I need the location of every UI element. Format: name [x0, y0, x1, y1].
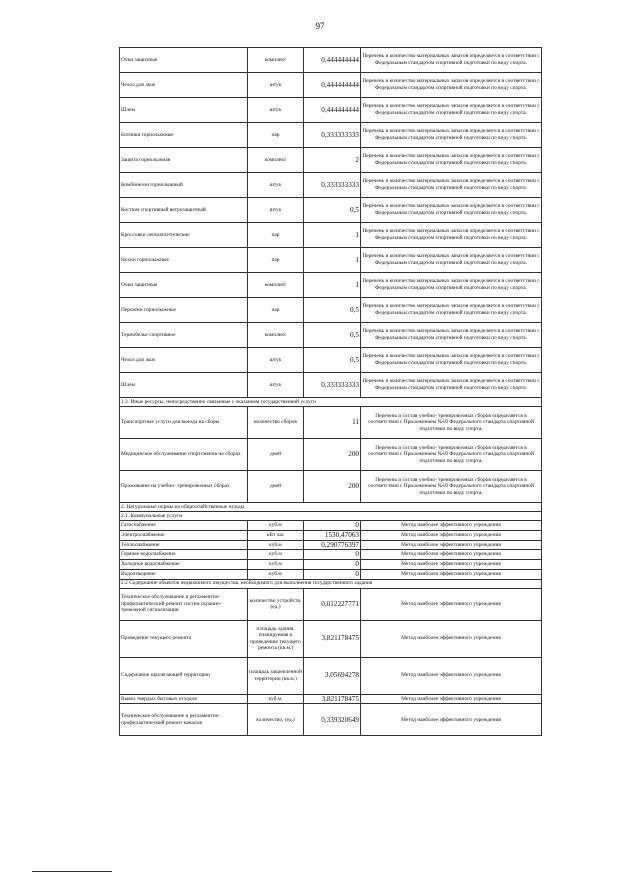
item-qty: 0,444444444 — [304, 48, 361, 73]
item-name: Содержание прилегающей территории — [120, 657, 248, 694]
item-basis: Перечень и количество материальных запасов определяется в соответствии с Федеральным стандартом спортивной подготовки по виду спорта. — [361, 98, 542, 123]
table-row — [120, 298, 542, 323]
item-name: Проведение текущего ремонта — [120, 620, 248, 657]
item-qty: 1 — [304, 223, 361, 248]
item-qty: 0 — [304, 521, 361, 531]
item-qty: 0 — [304, 550, 361, 560]
item-qty: 0,333333333 — [304, 173, 361, 198]
item-name: Костюм спортивный ветрозащитный — [120, 198, 248, 223]
item-name: Перчатки горнолыжные — [120, 298, 248, 323]
item-qty: 0,5 — [304, 198, 361, 223]
item-unit: площадь закрепленной территории (кв.м.) — [248, 657, 304, 694]
item-unit: пар — [248, 298, 304, 323]
item-basis: Перечень и состав учебно- тренировочных сборов определяется в соответствии с Приложением №10 Федерального стандарта спортивной подготовки по виду спорта. — [361, 471, 542, 503]
table-row — [120, 73, 542, 98]
item-basis: Перечень и количество материальных запасов определяется в соответствии с Федеральным стандартом спортивной подготовки по виду спорта. — [361, 198, 542, 223]
item-unit: куб.м — [248, 540, 304, 550]
table-row — [120, 273, 542, 298]
item-unit: дней — [248, 471, 304, 503]
item-name: Вывоз твердых бытовых отходов — [120, 694, 248, 704]
item-name: Шлем — [120, 98, 248, 123]
item-qty: 0 — [304, 569, 361, 579]
item-qty: 3,05694278 — [304, 657, 361, 694]
item-qty: 200 — [304, 439, 361, 471]
item-unit: площадь здания, планируемая к проведению текущего ремонта (кв.м.) — [248, 620, 304, 657]
norms-table — [119, 47, 542, 736]
item-basis: Метод наиболее эффективного учреждения — [361, 569, 542, 579]
item-unit: куб.м — [248, 521, 304, 531]
item-qty: 0,333333333 — [304, 373, 361, 398]
item-basis: Метод наиболее эффективного учреждения — [361, 521, 542, 531]
item-basis: Метод наиболее эффективного учреждения — [361, 704, 542, 736]
footnote-rule — [32, 871, 112, 872]
item-basis: Перечень и количество материальных запасов определяется в соответствии с Федеральным стандартом спортивной подготовки по виду спорта. — [361, 223, 542, 248]
item-qty: 0,5 — [304, 298, 361, 323]
item-basis: Перечень и количество материальных запасов определяется в соответствии с Федеральным стандартом спортивной подготовки по виду спорта. — [361, 323, 542, 348]
table-row — [120, 98, 542, 123]
item-basis: Перечень и количество материальных запасов определяется в соответствии с Федеральным стандартом спортивной подготовки по виду спорта. — [361, 123, 542, 148]
table-row — [120, 694, 542, 704]
item-unit: дней — [248, 439, 304, 471]
item-qty: 2 — [304, 148, 361, 173]
item-basis: Перечень и количество материальных запасов определяется в соответствии с Федеральным стандартом спортивной подготовки по виду спорта. — [361, 148, 542, 173]
item-unit: кВт час — [248, 530, 304, 540]
item-basis: Перечень и количество материальных запасов определяется в соответствии с Федеральным стандартом спортивной подготовки по виду спорта. — [361, 348, 542, 373]
item-qty: 0,339320649 — [304, 704, 361, 736]
section-heading: 1.3. Иные ресурсы, непосредственно связанные с оказанием государственной услуги — [120, 398, 542, 407]
item-name: Очки защитные — [120, 48, 248, 73]
item-basis: Метод наиболее эффективного учреждения — [361, 550, 542, 560]
table-row — [120, 620, 542, 657]
item-basis: Перечень и количество материальных запасов определяется в соответствии с Федеральным стандартом спортивной подготовки по виду спорта. — [361, 273, 542, 298]
item-name: Горячее водоснабжение — [120, 550, 248, 560]
item-unit: комплект — [248, 48, 304, 73]
table-row — [120, 148, 542, 173]
item-basis: Метод наиболее эффективного учреждения — [361, 540, 542, 550]
item-name: Ботинки горнолыжные — [120, 123, 248, 148]
section-row — [120, 503, 542, 512]
item-basis: Перечень и количество материальных запасов определяется в соответствии с Федеральным стандартом спортивной подготовки по виду спорта. — [361, 373, 542, 398]
table-row — [120, 223, 542, 248]
item-basis: Метод наиболее эффективного учреждения — [361, 560, 542, 570]
item-qty: 200 — [304, 471, 361, 503]
item-unit: куб.м — [248, 569, 304, 579]
item-name: Защита горнолыжная — [120, 148, 248, 173]
item-qty: 0,012227771 — [304, 588, 361, 620]
item-unit: куб.м — [248, 560, 304, 570]
item-name: Носки горнолыжные — [120, 248, 248, 273]
item-qty: 3,821178475 — [304, 694, 361, 704]
item-name: Медицинское обслуживание спортсменов на сборах — [120, 439, 248, 471]
item-name: Комбинезон горнолыжный — [120, 173, 248, 198]
item-unit: пар — [248, 248, 304, 273]
table-row — [120, 569, 542, 579]
table-row — [120, 248, 542, 273]
item-basis: Перечень и количество материальных запасов определяется в соответствии с Федеральным стандартом спортивной подготовки по виду спорта. — [361, 48, 542, 73]
item-unit: штук — [248, 73, 304, 98]
item-name: Чехол для лыж — [120, 348, 248, 373]
item-basis: Перечень и количество материальных запасов определяется в соответствии с Федеральным стандартом спортивной подготовки по виду спорта. — [361, 298, 542, 323]
item-name: Техническое обслуживание и регламентно- профилактический ремонт систем охранно- тревожной сигнализации — [120, 588, 248, 620]
section-row — [120, 398, 542, 407]
item-basis: Метод наиболее эффективного учреждения — [361, 694, 542, 704]
table-row — [120, 48, 542, 73]
section-row — [120, 579, 542, 588]
item-name: Холодное водоснабжение — [120, 560, 248, 570]
item-qty: 0,5 — [304, 323, 361, 348]
item-unit: комплект — [248, 148, 304, 173]
item-unit: пар — [248, 123, 304, 148]
table-row — [120, 407, 542, 439]
item-name: Газоснабжение — [120, 521, 248, 531]
item-name: Транспортные услуги для выезда на сборы — [120, 407, 248, 439]
table-row — [120, 704, 542, 736]
item-name: Кроссовки легкоатлетические — [120, 223, 248, 248]
item-basis: Перечень и состав учебно- тренировочных сборов определяется в соответствии с Приложением №10 Федерального стандарта спортивной подготовки по виду спорта. — [361, 407, 542, 439]
item-basis: Метод наиболее эффективного учреждения — [361, 588, 542, 620]
item-unit: количество, (ед.) — [248, 704, 304, 736]
section-heading: 2.2 Содержание объектов недвижимого имущества, необходимого для выполнения государственного задания — [120, 579, 542, 588]
item-basis: Метод наиболее эффективного учреждения — [361, 620, 542, 657]
item-unit: штук — [248, 373, 304, 398]
item-qty: 0,333333333 — [304, 123, 361, 148]
item-unit: куб.м. — [248, 694, 304, 704]
item-name: Очки защитные — [120, 273, 248, 298]
item-basis: Метод наиболее эффективного учреждения — [361, 530, 542, 540]
table-row — [120, 588, 542, 620]
table-row — [120, 323, 542, 348]
item-unit: штук — [248, 173, 304, 198]
item-qty: 0,5 — [304, 348, 361, 373]
table-row — [120, 439, 542, 471]
table-row — [120, 560, 542, 570]
item-qty: 1 — [304, 248, 361, 273]
item-basis: Перечень и состав учебно- тренировочных сборов определяется в соответствии с Приложением №10 Федерального стандарта спортивной подготовки по виду спорта. — [361, 439, 542, 471]
item-qty: 0,444444444 — [304, 98, 361, 123]
item-qty: 1530,47063 — [304, 530, 361, 540]
item-name: Чехол для лыж — [120, 73, 248, 98]
table-row — [120, 123, 542, 148]
table-row — [120, 471, 542, 503]
item-qty: 0,290776397 — [304, 540, 361, 550]
table-row — [120, 348, 542, 373]
item-basis: Метод наиболее эффективного учреждения — [361, 657, 542, 694]
table-row — [120, 540, 542, 550]
item-qty: 1 — [304, 273, 361, 298]
item-basis: Перечень и количество материальных запасов определяется в соответствии с Федеральным стандартом спортивной подготовки по виду спорта. — [361, 173, 542, 198]
item-qty: 0 — [304, 560, 361, 570]
item-unit: штук — [248, 98, 304, 123]
item-name: Электроснабжение — [120, 530, 248, 540]
item-name: Теплоснабжение — [120, 540, 248, 550]
item-unit: комплект — [248, 323, 304, 348]
item-qty: 0,444444444 — [304, 73, 361, 98]
section-heading: 2.1. Коммунальные услуги — [120, 512, 542, 521]
item-name: Шлем — [120, 373, 248, 398]
table-row — [120, 530, 542, 540]
item-qty: 3,821178475 — [304, 620, 361, 657]
table-row — [120, 521, 542, 531]
table-row — [120, 173, 542, 198]
item-name: Водоотведение — [120, 569, 248, 579]
section-heading: 2. Натуральные нормы на общехозяйственные нужды — [120, 503, 542, 512]
item-unit: количество сборов — [248, 407, 304, 439]
item-basis: Перечень и количество материальных запасов определяется в соответствии с Федеральным стандартом спортивной подготовки по виду спорта. — [361, 73, 542, 98]
item-unit: комплект — [248, 273, 304, 298]
item-unit: штук — [248, 348, 304, 373]
item-basis: Перечень и количество материальных запасов определяется в соответствии с Федеральным стандартом спортивной подготовки по виду спорта. — [361, 248, 542, 273]
page-number: 97 — [315, 21, 325, 31]
table-row — [120, 198, 542, 223]
item-unit: количество устройств, (ед.) — [248, 588, 304, 620]
table-row — [120, 550, 542, 560]
item-unit: куб.м — [248, 550, 304, 560]
item-unit: штук — [248, 198, 304, 223]
item-name: Техническое обслуживание и регламентно- профилактический ремонт каналов — [120, 704, 248, 736]
item-name: Термобелье спортивное — [120, 323, 248, 348]
table-row — [120, 373, 542, 398]
item-qty: 11 — [304, 407, 361, 439]
table-row — [120, 657, 542, 694]
section-row — [120, 512, 542, 521]
item-unit: пар — [248, 223, 304, 248]
item-name: Проживание на учебно- тренировочных сборах — [120, 471, 248, 503]
